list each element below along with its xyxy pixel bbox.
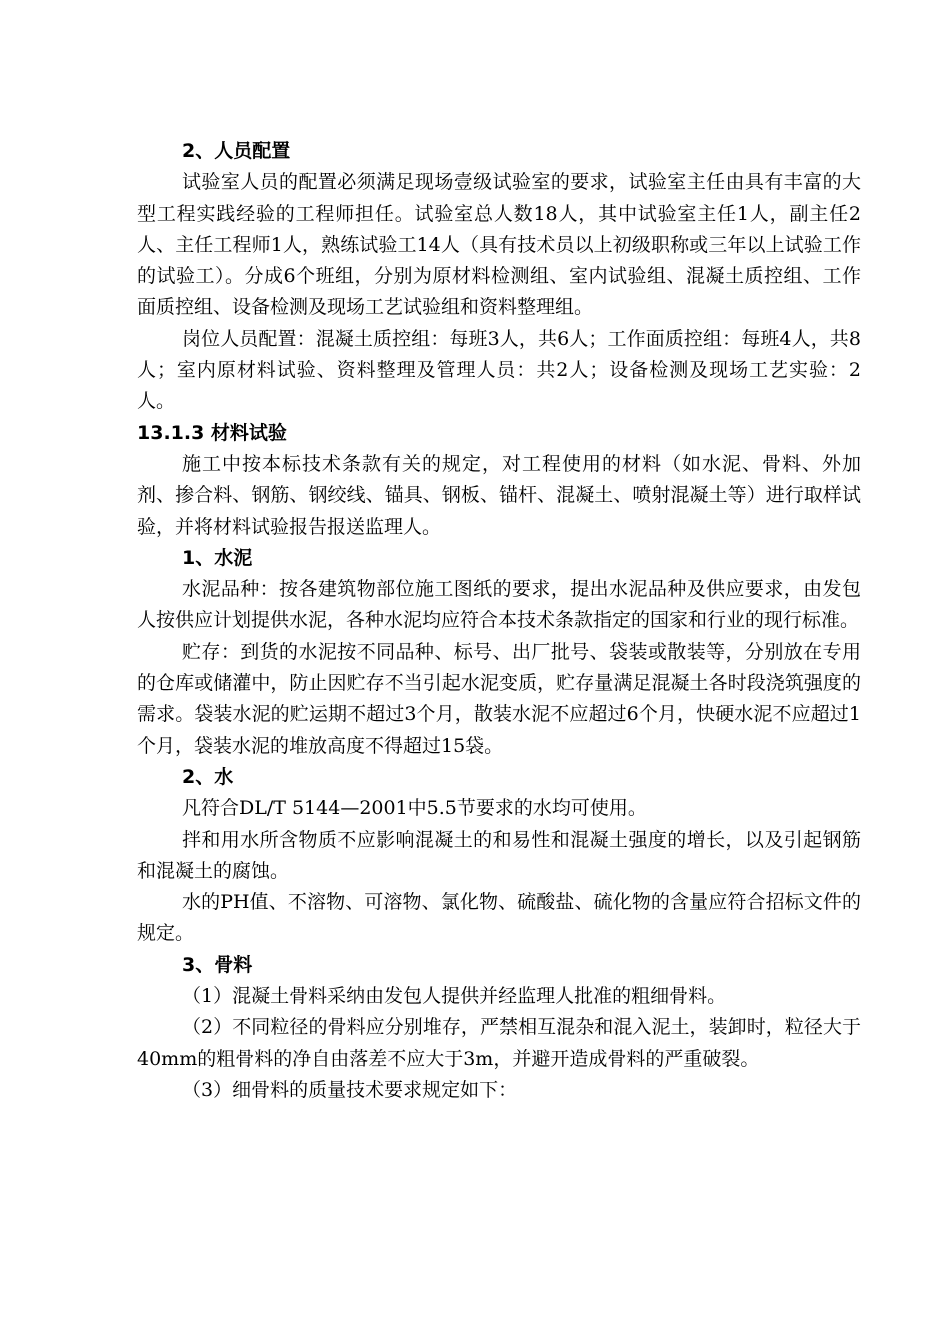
cement-paragraph-1: 水泥品种：按各建筑物部位施工图纸的要求，提出水泥品种及供应要求，由发包人按供应计划提供水泥，各种水泥均应符合本技术条款指定的国家和行业的现行标准。 — [137, 578, 861, 632]
materials-intro-paragraph: 施工中按本标技术条款有关的规定，对工程使用的材料（如水泥、骨料、外加剂、掺合料、钢筋、钢绞线、锚具、钢板、锚杆、混凝土、喷射混凝土等）进行取样试验，并将材料试验报告报送监理人。 — [137, 452, 861, 538]
document-page — [137, 136, 861, 1106]
water-paragraph-1: 凡符合DL/T 5144—2001中5.5节要求的水均可使用。 — [182, 797, 647, 820]
personnel-heading: 2、人员配置 — [182, 140, 291, 162]
aggregate-item-1: （1）混凝土骨料采纳由发包人提供并经监理人批准的粗细骨料。 — [182, 985, 727, 1008]
aggregate-item-3: （3）细骨料的质量技术要求规定如下： — [182, 1078, 518, 1101]
cement-paragraph-2: 贮存：到货的水泥按不同品种、标号、出厂批号、袋装或散装等，分别放在专用的仓库或储灌中，防止因贮存不当引起水泥变质，贮存量满足混凝土各时段浇筑强度的需求。袋装水泥的贮运期不超过3个月，散装水泥不应超过6个月，快硬水泥不应超过1个月，袋装水泥的堆放高度不得超过15袋。 — [137, 640, 861, 757]
personnel-paragraph-1: 试验室人员的配置必须满足现场壹级试验室的要求，试验室主任由具有丰富的大型工程实践经验的工程师担任。试验室总人数18人，其中试验室主任1人，副主任2人、主任工程师1人，熟练试验工14人（具有技术员以上初级职称或三年以上试验工作的试验工）。分成6个班组，分别为原材料检测组、室内试验组、混凝土质控组、工作面质控组、设备检测及现场工艺试验组和资料整理组。 — [137, 171, 861, 319]
materials-section-heading: 13.1.3 材料试验 — [137, 421, 287, 444]
personnel-paragraph-2: 岗位人员配置：混凝土质控组：每班3人，共6人；工作面质控组：每班4人，共8人；室内原材料试验、资料整理及管理人员：共2人；设备检测及现场工艺实验：2人。 — [137, 327, 861, 413]
water-heading: 2、水 — [182, 765, 234, 788]
cement-heading: 1、水泥 — [182, 546, 253, 569]
water-paragraph-2: 拌和用水所含物质不应影响混凝土的和易性和混凝土强度的增长，以及引起钢筋和混凝土的腐蚀。 — [137, 828, 861, 882]
aggregate-heading: 3、骨料 — [182, 953, 253, 976]
water-paragraph-3: 水的PH值、不溶物、可溶物、氯化物、硫酸盐、硫化物的含量应符合招标文件的规定。 — [137, 891, 861, 945]
aggregate-item-2: （2）不同粒径的骨料应分别堆存，严禁相互混杂和混入泥土，装卸时，粒径大于40mm的粗骨料的净自由落差不应大于3m，并避开造成骨料的严重破裂。 — [137, 1016, 861, 1070]
